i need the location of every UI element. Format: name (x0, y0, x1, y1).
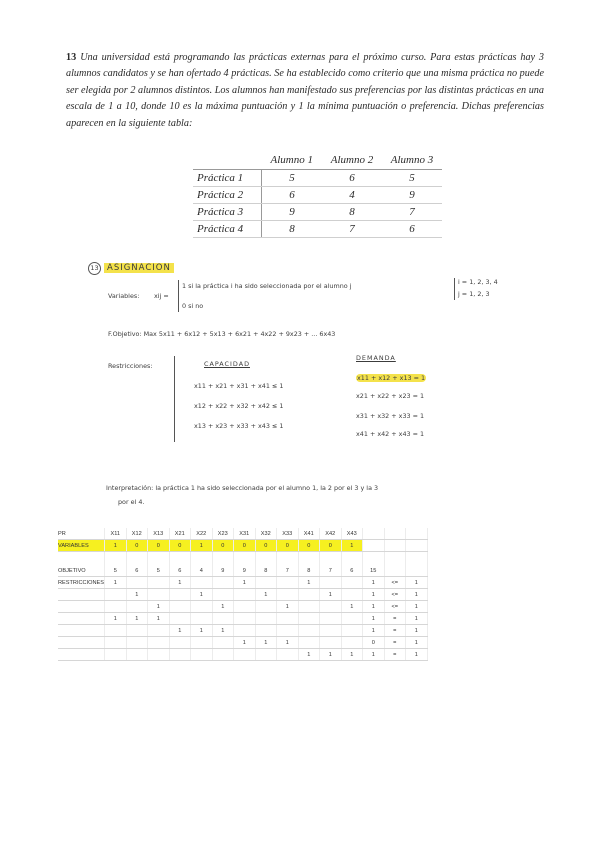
pref-header-alumno-1: Alumno 1 (262, 152, 323, 170)
interpretation-line-1: Interpretación: la práctica 1 ha sido seleccionada por el alumno 1, la 2 por el 3 y la 3 (106, 484, 379, 492)
sheet-cell (126, 577, 148, 589)
sheet-cell: 1 (298, 577, 320, 589)
capacity-constraint-1: x11 + x21 + x31 + x41 ≤ 1 (194, 382, 284, 390)
sheet-cell (191, 649, 213, 661)
sheet-cell (298, 625, 320, 637)
pref-row (193, 221, 442, 238)
sheet-row-label: RESTRICCIONES (58, 577, 105, 589)
sheet-cell (320, 637, 342, 649)
sheet-header-row (58, 528, 427, 540)
sheet-cell (255, 613, 277, 625)
sheet-cell (320, 577, 342, 589)
sheet-cell (406, 528, 428, 540)
sheet-empty-cell (212, 552, 234, 566)
notes-title: ASIGNACION (104, 263, 174, 273)
sheet-row-label (58, 625, 105, 637)
pref-row-label: Práctica 1 (193, 170, 262, 187)
sheet-cell (277, 625, 299, 637)
sheet-cell: 7 (277, 565, 299, 577)
sheet-cell (212, 649, 234, 661)
variable-case-1: 1 si la práctica i ha sido seleccionada por el alumno j (182, 282, 352, 290)
sheet-cell: 7 (320, 565, 342, 577)
demand-constraint-1 (356, 374, 426, 382)
sheet-cell: 0 (320, 540, 342, 552)
sheet-row-label: VARIABLES (58, 540, 105, 552)
sheet-cell: 1 (148, 601, 170, 613)
sheet-cell (255, 601, 277, 613)
sheet-cell (212, 637, 234, 649)
sheet-cell: 0 (148, 540, 170, 552)
sheet-cell (169, 637, 191, 649)
sheet-cell: 1 (148, 613, 170, 625)
sheet-cell (320, 625, 342, 637)
sheet-empty-cell (384, 552, 406, 566)
sheet-cell: <= (384, 601, 406, 613)
sheet-cell (384, 528, 406, 540)
sheet-row-label (58, 649, 105, 661)
sheet-cell (148, 637, 170, 649)
variable-brace (178, 280, 179, 312)
sheet-cell: 1 (363, 613, 385, 625)
sheet-cell: 6 (169, 565, 191, 577)
sheet-cell (105, 601, 127, 613)
sheet-cell: 1 (406, 649, 428, 661)
pref-row-label: Práctica 4 (193, 221, 262, 238)
pref-row-label: Práctica 3 (193, 204, 262, 221)
index-i: i = 1, 2, 3, 4 (458, 278, 498, 286)
sheet-cell: 1 (277, 601, 299, 613)
pref-cell: 8 (322, 204, 382, 221)
pref-header-corner (193, 152, 262, 170)
sheet-cell (406, 540, 428, 552)
sheet-cell: 1 (320, 589, 342, 601)
sheet-cell (234, 625, 256, 637)
sheet-cell (169, 601, 191, 613)
sheet-cell (126, 649, 148, 661)
sheet-cell: 8 (255, 565, 277, 577)
sheet-cell: 0 (169, 540, 191, 552)
sheet-row-label: PR (58, 528, 105, 540)
sheet-cell (320, 613, 342, 625)
pref-header-alumno-3: Alumno 3 (382, 152, 442, 170)
sheet-cell (212, 589, 234, 601)
pref-row-label: Práctica 2 (193, 187, 262, 204)
notes-title-line (88, 262, 174, 275)
sheet-cell (169, 649, 191, 661)
sheet-cell (105, 625, 127, 637)
sheet-cell: 1 (191, 625, 213, 637)
sheet-cell: 1 (169, 577, 191, 589)
sheet-cell (191, 637, 213, 649)
sheet-cell (105, 589, 127, 601)
sheet-cell: X33 (277, 528, 299, 540)
sheet-cell: 1 (212, 601, 234, 613)
sheet-cell: 1 (363, 601, 385, 613)
sheet-restriction-row (58, 577, 427, 589)
sheet-empty-cell (191, 552, 213, 566)
capacity-constraint-3: x13 + x23 + x33 + x43 ≤ 1 (194, 422, 284, 430)
sheet-cell: 1 (363, 625, 385, 637)
sheet-cell: 1 (191, 589, 213, 601)
sheet-cell: 1 (406, 577, 428, 589)
sheet-cell: = (384, 637, 406, 649)
sheet-cell: 1 (341, 601, 363, 613)
variable-case-0: 0 si no (182, 302, 204, 310)
pref-cell: 4 (322, 187, 382, 204)
sheet-cell: 1 (234, 577, 256, 589)
sheet-cell (126, 601, 148, 613)
sheet-restriction-row (58, 637, 427, 649)
sheet-row-label (58, 613, 105, 625)
sheet-cell (255, 649, 277, 661)
sheet-empty-cell (105, 552, 127, 566)
sheet-cell (298, 637, 320, 649)
sheet-cell (277, 613, 299, 625)
capacity-constraint-2: x12 + x22 + x32 + x42 ≤ 1 (194, 402, 284, 410)
sheet-cell (320, 601, 342, 613)
sheet-cell: 1 (234, 637, 256, 649)
sheet-empty-cell (169, 552, 191, 566)
pref-row (193, 170, 442, 187)
sheet-cell (384, 565, 406, 577)
sheet-cell: X12 (126, 528, 148, 540)
sheet-cell (234, 589, 256, 601)
sheet-cell: 1 (406, 613, 428, 625)
sheet-row-label (58, 637, 105, 649)
sheet-cell: 0 (255, 540, 277, 552)
pref-cell: 9 (262, 204, 323, 221)
sheet-cell: 1 (320, 649, 342, 661)
sheet-cell: X11 (105, 528, 127, 540)
sheet-cell (234, 649, 256, 661)
sheet-empty-cell (298, 552, 320, 566)
sheet-cell: 0 (234, 540, 256, 552)
restrictions-brace (174, 356, 175, 442)
notes-number: 13 (88, 262, 101, 275)
problem-statement (66, 50, 544, 132)
pref-cell: 6 (262, 187, 323, 204)
sheet-cell: 1 (341, 649, 363, 661)
sheet-empty-cell (234, 552, 256, 566)
sheet-empty-cell (255, 552, 277, 566)
sheet-cell (148, 649, 170, 661)
sheet-cell: 9 (234, 565, 256, 577)
sheet-cell (341, 613, 363, 625)
sheet-cell: 5 (148, 565, 170, 577)
sheet-cell: 8 (298, 565, 320, 577)
sheet-cell: X43 (341, 528, 363, 540)
sheet-cell (363, 540, 385, 552)
sheet-row-label (58, 601, 105, 613)
sheet-cell: X13 (148, 528, 170, 540)
sheet-cell: 1 (363, 649, 385, 661)
sheet-cell (212, 577, 234, 589)
sheet-cell (255, 577, 277, 589)
pref-cell: 5 (262, 170, 323, 187)
sheet-cell: = (384, 625, 406, 637)
sheet-restriction-row (58, 649, 427, 661)
sheet-cell: 4 (191, 565, 213, 577)
sheet-cell (255, 625, 277, 637)
sheet-row-label: OBJETIVO (58, 565, 105, 577)
sheet-cell (191, 577, 213, 589)
sheet-cell (234, 601, 256, 613)
sheet-cell: X32 (255, 528, 277, 540)
sheet-cell: 1 (363, 577, 385, 589)
sheet-cell (363, 528, 385, 540)
sheet-cell (298, 613, 320, 625)
sheet-cell: <= (384, 577, 406, 589)
sheet-row-label (58, 589, 105, 601)
sheet-cell (191, 613, 213, 625)
sheet-cell: X23 (212, 528, 234, 540)
sheet-cell: 1 (105, 577, 127, 589)
pref-cell: 7 (382, 204, 442, 221)
preferences-table (193, 152, 442, 238)
variables-label: Variables: (108, 292, 140, 300)
pref-row (193, 204, 442, 221)
sheet-cell (212, 613, 234, 625)
sheet-cell (298, 589, 320, 601)
index-j: j = 1, 2, 3 (458, 290, 490, 298)
sheet-cell: X41 (298, 528, 320, 540)
interpretation-line-2: por el 4. (118, 498, 145, 506)
sheet-cell (277, 589, 299, 601)
sheet-cell: X42 (320, 528, 342, 540)
problem-text: Una universidad está programando las prácticas externas para el próximo curso. Para estas prácticas hay 3 alumnos candidatos y se han ofertado 4 prácticas. Se ha establecido como criterio que una misma práctica no puede ser elegida por 2 alumnos distintos. Los alumnos han manifestado sus preferencias por las distintas prácticas en una escala de 1 a 10, donde 10 es la máxima puntuación y 1 la mínima puntuación o preferencia. Dichas preferencias aparecen en la siguiente tabla: (66, 52, 544, 129)
spreadsheet-table (58, 528, 428, 661)
sheet-cell: = (384, 613, 406, 625)
demand-constraint-3: x31 + x32 + x33 = 1 (356, 412, 425, 420)
sheet-cell (341, 637, 363, 649)
sheet-cell: 1 (105, 540, 127, 552)
sheet-cell: 0 (298, 540, 320, 552)
sheet-cell (148, 577, 170, 589)
solver-spreadsheet (58, 528, 428, 661)
sheet-cell (169, 589, 191, 601)
pref-cell: 7 (322, 221, 382, 238)
restrictions-label: Restricciones: (108, 362, 153, 370)
sheet-empty-cell (341, 552, 363, 566)
sheet-cell: X31 (234, 528, 256, 540)
sheet-cell (384, 540, 406, 552)
sheet-cell: 1 (255, 637, 277, 649)
variable-name: xij = (154, 292, 169, 300)
sheet-cell: X22 (191, 528, 213, 540)
sheet-cell: 0 (212, 540, 234, 552)
sheet-cell: 0 (277, 540, 299, 552)
pref-header-alumno-2: Alumno 2 (322, 152, 382, 170)
sheet-cell: 1 (105, 613, 127, 625)
sheet-cell (105, 649, 127, 661)
pref-row (193, 187, 442, 204)
sheet-empty-cell (126, 552, 148, 566)
demand-constraint-2: x21 + x22 + x23 = 1 (356, 392, 425, 400)
demand-constraint-4: x41 + x42 + x43 = 1 (356, 430, 425, 438)
sheet-empty-cell (363, 552, 385, 566)
sheet-cell: 9 (212, 565, 234, 577)
sheet-cell (406, 565, 428, 577)
sheet-variables-row (58, 540, 427, 552)
sheet-cell: = (384, 649, 406, 661)
sheet-cell: 1 (298, 649, 320, 661)
sheet-empty-cell (148, 552, 170, 566)
sheet-empty-cell (406, 552, 428, 566)
sheet-cell: 1 (212, 625, 234, 637)
sheet-cell: 1 (406, 637, 428, 649)
capacity-label: CAPACIDAD (204, 360, 250, 368)
sheet-cell: 1 (126, 613, 148, 625)
sheet-cell (148, 625, 170, 637)
sheet-cell: 6 (341, 565, 363, 577)
sheet-cell (298, 601, 320, 613)
pref-cell: 5 (382, 170, 442, 187)
pref-cell: 6 (382, 221, 442, 238)
sheet-cell: 0 (363, 637, 385, 649)
sheet-cell: 1 (406, 601, 428, 613)
sheet-cell: 0 (126, 540, 148, 552)
sheet-cell: 1 (277, 637, 299, 649)
sheet-cell: 1 (255, 589, 277, 601)
sheet-cell (277, 577, 299, 589)
sheet-cell: 1 (169, 625, 191, 637)
sheet-empty-cell (320, 552, 342, 566)
demand-constraint-1-text: x11 + x12 + x13 = 1 (357, 374, 426, 382)
sheet-cell: <= (384, 589, 406, 601)
sheet-restriction-row (58, 601, 427, 613)
sheet-cell: X21 (169, 528, 191, 540)
sheet-cell (126, 637, 148, 649)
sheet-cell (105, 637, 127, 649)
sheet-cell (234, 613, 256, 625)
sheet-objective-row (58, 565, 427, 577)
sheet-cell (169, 613, 191, 625)
pref-cell: 6 (322, 170, 382, 187)
sheet-cell: 1 (406, 625, 428, 637)
demand-label: DEMANDA (356, 354, 396, 362)
pref-cell: 8 (262, 221, 323, 238)
sheet-cell: 1 (126, 589, 148, 601)
sheet-cell: 15 (363, 565, 385, 577)
sheet-cell (341, 625, 363, 637)
objective-function: F.Objetivo: Max 5x11 + 6x12 + 5x13 + 6x21 + 4x22 + 9x23 + ... 6x43 (108, 330, 336, 338)
sheet-spacer-row (58, 552, 427, 566)
sheet-cell: 1 (363, 589, 385, 601)
sheet-empty-cell (58, 552, 105, 566)
sheet-cell (341, 589, 363, 601)
sheet-cell (341, 577, 363, 589)
index-brace (454, 278, 455, 300)
sheet-restriction-row (58, 613, 427, 625)
sheet-restriction-row (58, 625, 427, 637)
sheet-cell: 1 (406, 589, 428, 601)
sheet-cell: 5 (105, 565, 127, 577)
sheet-cell (126, 625, 148, 637)
sheet-cell: 1 (191, 540, 213, 552)
sheet-cell (191, 601, 213, 613)
handwritten-notes (82, 256, 526, 506)
sheet-cell (277, 649, 299, 661)
sheet-cell (148, 589, 170, 601)
sheet-cell: 6 (126, 565, 148, 577)
sheet-restriction-row (58, 589, 427, 601)
problem-number: 13 (66, 52, 77, 63)
sheet-cell: 1 (341, 540, 363, 552)
pref-cell: 9 (382, 187, 442, 204)
sheet-empty-cell (277, 552, 299, 566)
